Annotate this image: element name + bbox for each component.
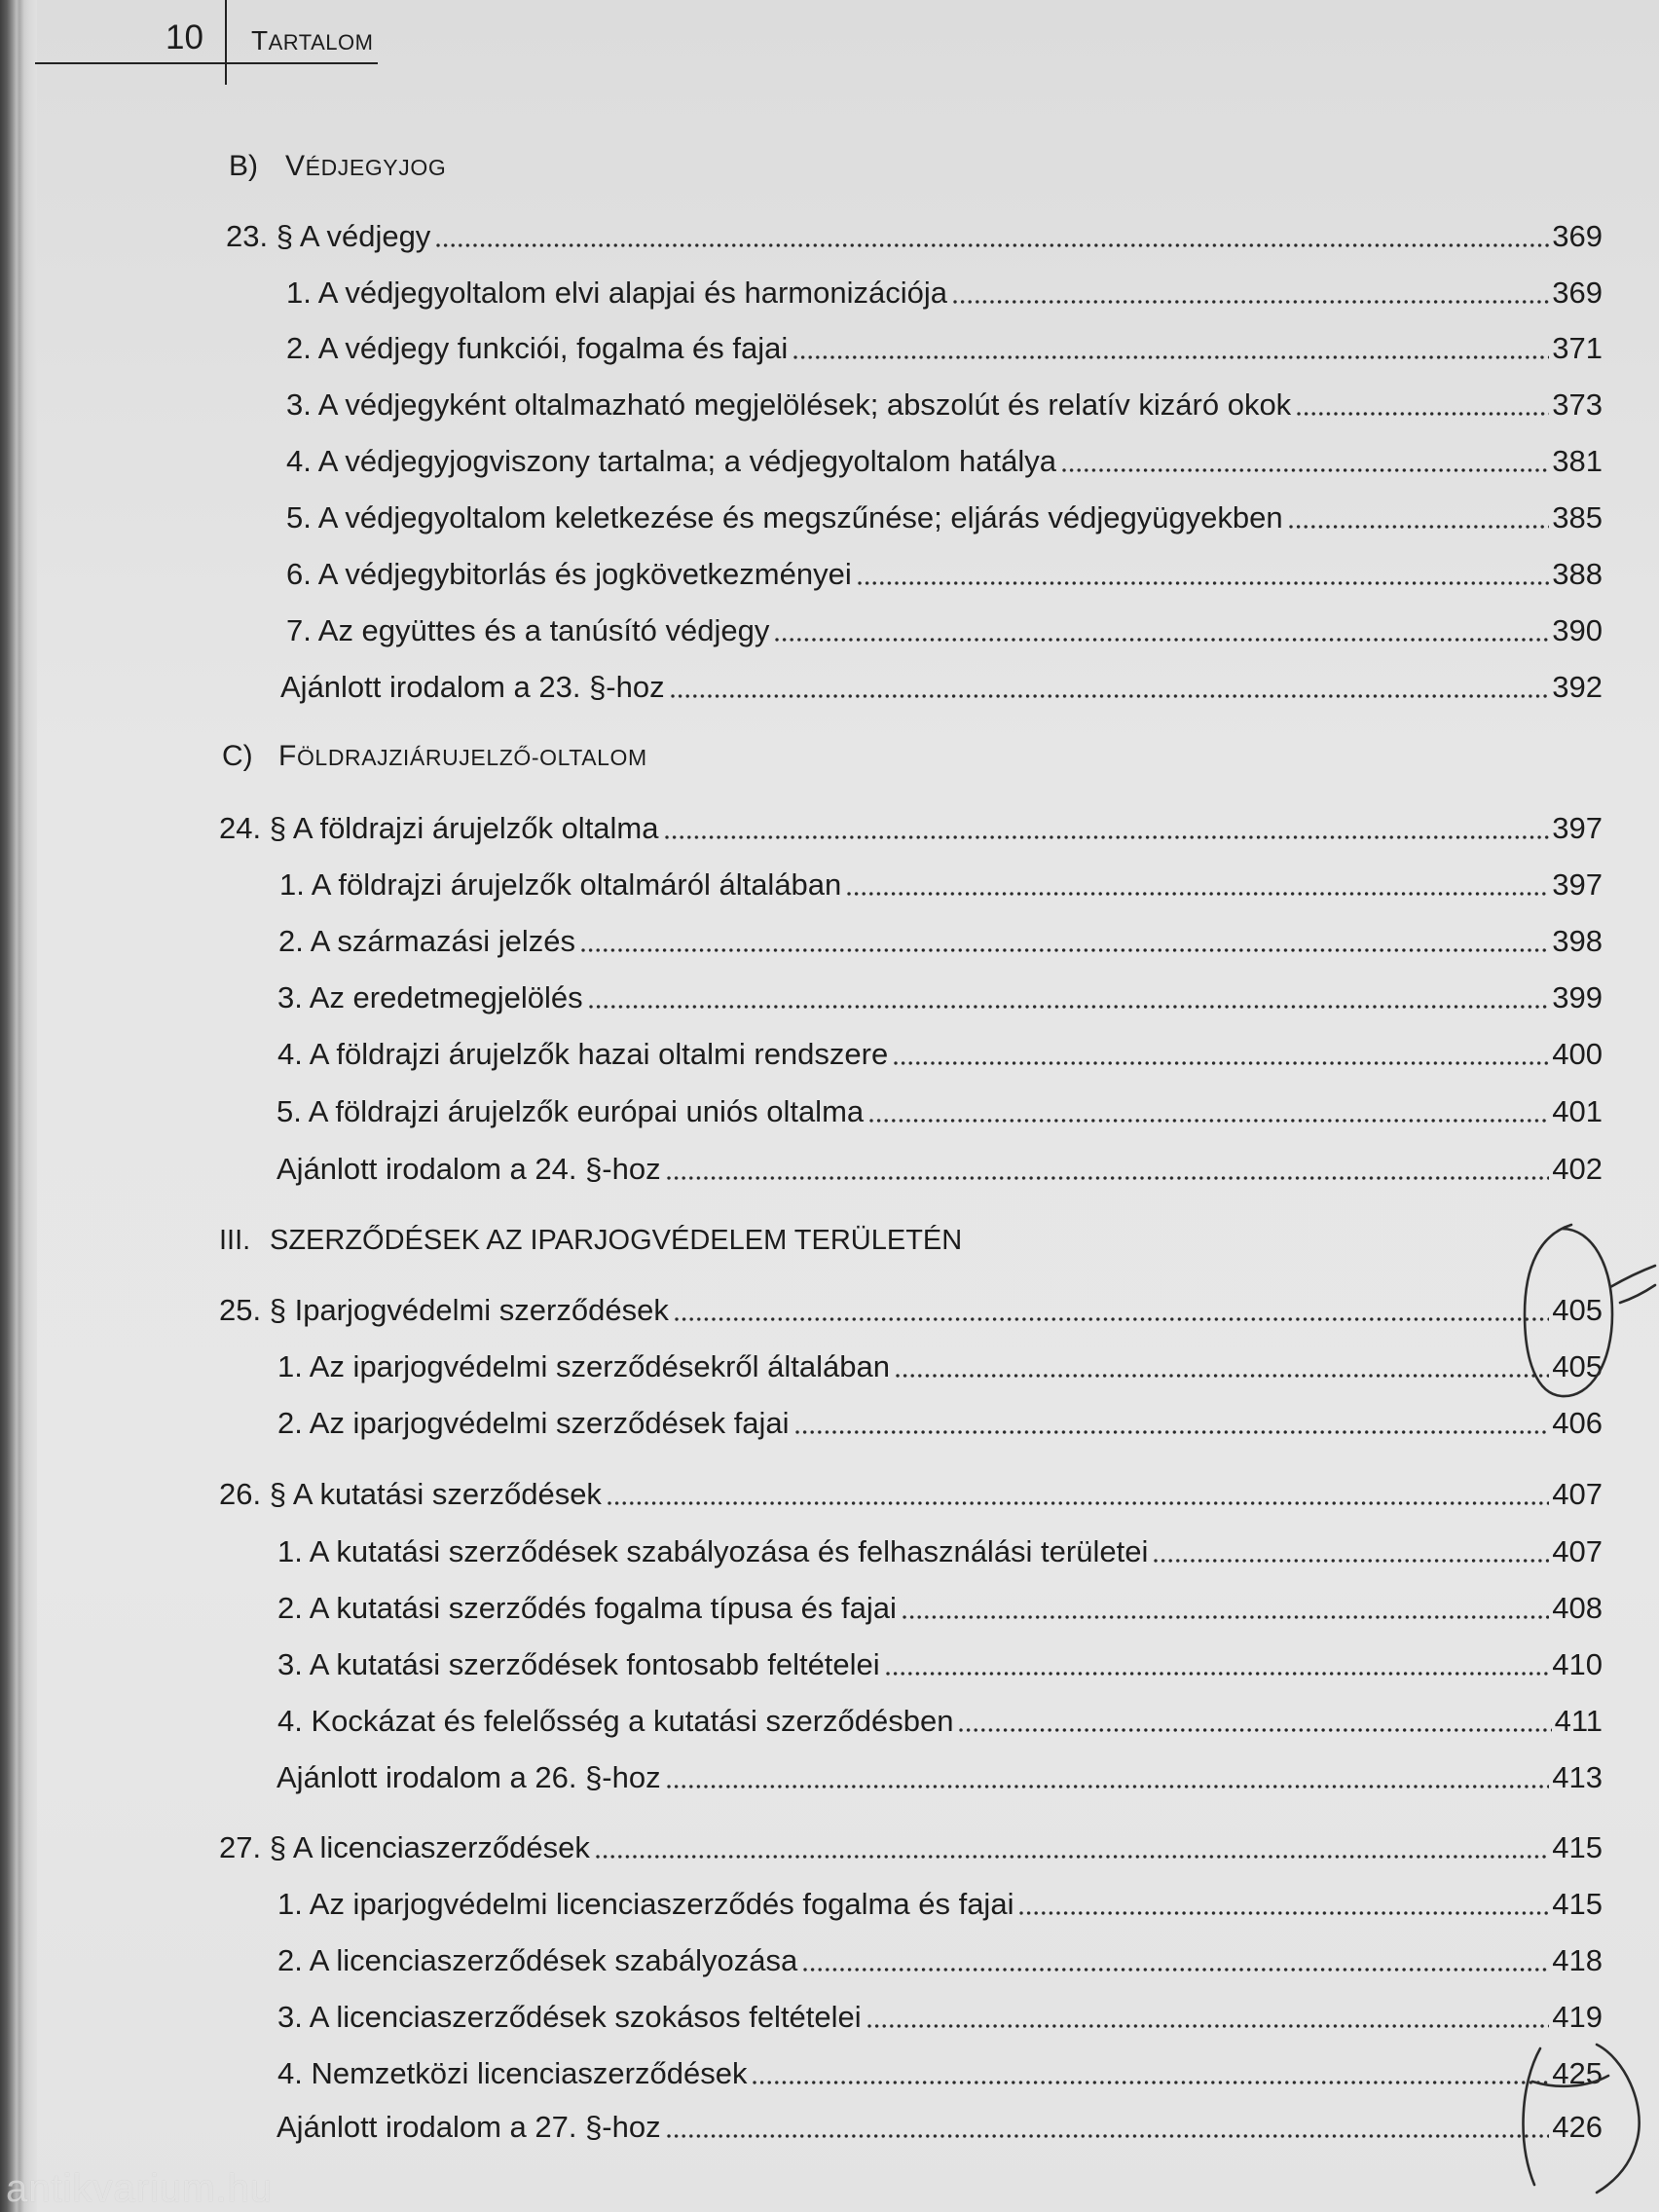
page-number: 406 — [1552, 1406, 1603, 1440]
toc-section-entry — [277, 970, 1603, 1026]
entry-title: A védjegybitorlás és jogkövetkezményei — [317, 557, 852, 591]
pen-hook-mark — [1620, 1285, 1655, 1303]
entry-title: A védjegyoltalom keletkezése és megszűnése; eljárás védjegyügyekben — [317, 500, 1283, 535]
page-number: 390 — [1552, 613, 1603, 647]
toc-section-entry — [277, 1580, 1603, 1637]
entry-label — [219, 800, 659, 857]
entry-number: 6. — [286, 557, 312, 591]
entry-title: A védjegyoltalom elvi alapjai és harmonizációja — [317, 276, 947, 310]
running-title: TARTALOM — [251, 25, 374, 55]
dot-leader — [667, 2134, 1550, 2138]
dot-leader — [665, 835, 1550, 839]
entry-title: A licenciaszerződések szokásos feltételei — [309, 2000, 862, 2034]
entry-number: 4. — [277, 2056, 303, 2090]
header-vertical-rule — [225, 0, 227, 85]
dot-leader — [775, 638, 1549, 642]
entry-number: 24. — [219, 811, 262, 845]
dot-leader — [793, 355, 1549, 359]
entry-title: Az együttes és a tanúsító védjegy — [317, 613, 770, 647]
page-number: 410 — [1552, 1647, 1603, 1681]
entry-label — [277, 970, 583, 1026]
entry-number: 3. — [277, 980, 303, 1014]
pen-tail-mark — [1610, 1266, 1655, 1287]
page-number: 413 — [1552, 1760, 1603, 1794]
entry-number: 5. — [286, 500, 312, 535]
watermark: antikvarium.hu — [6, 2167, 274, 2210]
part-title: SZERZŐDÉSEK AZ IPARJOGVÉDELEM TERÜLETÉN — [270, 1225, 963, 1256]
page-number: 418 — [1552, 1943, 1603, 1977]
entry-number: 1. — [277, 1887, 303, 1921]
part-label: C) — [222, 740, 253, 772]
toc-section-entry — [286, 490, 1603, 546]
entry-title: Ajánlott irodalom a 26. §-hoz — [276, 1760, 661, 1794]
entry-label — [277, 1876, 1014, 1933]
entry-number: 1. — [286, 276, 312, 310]
page-number: 371 — [1552, 331, 1603, 365]
entry-title: § A licenciaszerződések — [269, 1830, 590, 1864]
part-label: III. — [219, 1225, 251, 1256]
entry-label — [277, 1989, 862, 2046]
entry-label — [277, 1693, 953, 1750]
entry-label — [279, 857, 841, 913]
entry-label — [277, 1933, 797, 1989]
entry-label — [277, 2046, 747, 2102]
dot-leader — [581, 948, 1549, 952]
entry-label — [286, 490, 1283, 546]
dot-leader — [671, 694, 1550, 698]
entry-number: 4. — [277, 1037, 303, 1071]
page-number: 415 — [1552, 1830, 1603, 1864]
entry-title: A licenciaszerződések szabályozása — [309, 1943, 798, 1977]
entry-number: 1. — [277, 1534, 303, 1568]
toc-section-entry — [277, 1339, 1603, 1395]
toc-section-entry — [286, 546, 1603, 603]
entry-number: 3. — [286, 387, 312, 422]
page-number: 388 — [1552, 557, 1603, 591]
dot-leader — [953, 300, 1549, 304]
toc-reading-entry — [276, 1750, 1603, 1806]
entry-title: § Iparjogvédelmi szerződések — [269, 1293, 669, 1327]
toc-part-heading — [222, 728, 647, 785]
entry-title: A földrajzi árujelzők hazai oltalmi rendszere — [309, 1037, 889, 1071]
entry-label — [219, 1282, 669, 1339]
entry-number: 25. — [219, 1293, 262, 1327]
dot-leader — [894, 1061, 1549, 1065]
page-binding-edge — [0, 0, 37, 2212]
pen-bracket-right-mark — [1597, 2045, 1640, 2193]
page-number: 397 — [1552, 867, 1603, 902]
part-label: B) — [229, 150, 258, 182]
dot-leader — [589, 1005, 1550, 1009]
page-number: 408 — [1552, 1591, 1603, 1625]
entry-title: Az eredetmegjelölés — [309, 980, 583, 1014]
toc-part-heading — [219, 1212, 962, 1269]
entry-title: A kutatási szerződések szabályozása és felhasználási területei — [309, 1534, 1149, 1568]
toc-section-entry — [277, 1876, 1603, 1933]
dot-leader — [1019, 1911, 1549, 1915]
toc-section-entry — [286, 265, 1603, 321]
toc-chapter-entry — [219, 1820, 1603, 1876]
entry-title: Ajánlott irodalom a 27. §-hoz — [276, 2110, 661, 2144]
entry-title: Az iparjogvédelmi szerződésekről általában — [309, 1349, 890, 1383]
entry-title: A védjegy funkciói, fogalma és fajai — [317, 331, 789, 365]
toc-section-entry — [286, 320, 1603, 377]
page-number: 426 — [1552, 2110, 1603, 2144]
page-number: 385 — [1552, 500, 1603, 535]
dot-leader — [667, 1785, 1550, 1788]
part-title: FÖLDRAJZIÁRUJELZŐ-OLTALOM — [278, 740, 647, 772]
page-number: 419 — [1552, 2000, 1603, 2034]
dot-leader — [1297, 412, 1549, 416]
page-number: 397 — [1552, 811, 1603, 845]
entry-label — [277, 1524, 1148, 1580]
entry-title: Kockázat és felelősség a kutatási szerződésben — [311, 1704, 954, 1738]
dot-leader — [896, 1374, 1549, 1378]
dot-leader — [1289, 525, 1550, 529]
toc-section-entry — [286, 433, 1603, 490]
dot-leader — [869, 1119, 1549, 1123]
entry-label — [277, 1580, 897, 1637]
dot-leader — [608, 1501, 1549, 1505]
entry-number: 2. — [277, 1591, 303, 1625]
header-horizontal-rule — [35, 62, 378, 64]
page-number: 405 — [1552, 1349, 1603, 1383]
entry-label — [277, 1637, 880, 1693]
entry-title: A származási jelzés — [310, 924, 575, 958]
dot-leader — [436, 243, 1549, 247]
entry-label — [277, 1026, 888, 1083]
entry-number: 7. — [286, 613, 312, 647]
entry-label — [286, 377, 1291, 433]
entry-number: 3. — [277, 2000, 303, 2034]
dot-leader — [867, 2024, 1550, 2028]
entry-title: Az iparjogvédelmi licenciaszerződés fogalma és fajai — [309, 1887, 1014, 1921]
toc-section-entry — [286, 377, 1603, 433]
entry-title: A védjegyjogviszony tartalma; a védjegyoltalom hatálya — [317, 444, 1056, 478]
entry-title: § A földrajzi árujelzők oltalma — [269, 811, 659, 845]
page-number: 402 — [1552, 1152, 1603, 1186]
page-number: 405 — [1552, 1293, 1603, 1327]
page-number: 401 — [1552, 1094, 1603, 1128]
entry-title: Az iparjogvédelmi szerződések fajai — [309, 1406, 790, 1440]
toc-reading-entry — [280, 659, 1603, 716]
page-number-header: 10 — [166, 18, 203, 56]
entry-label — [286, 546, 852, 603]
page-number: 411 — [1554, 1704, 1603, 1738]
entry-number: 2. — [286, 331, 312, 365]
entry-title: A védjegyként oltalmazható megjelölések; abszolút és relatív kizáró okok — [317, 387, 1292, 422]
toc-section-entry — [277, 2046, 1603, 2102]
entry-label — [276, 1084, 864, 1140]
part-title: VÉDJEGYJOG — [285, 150, 447, 182]
dot-leader — [803, 1968, 1549, 1972]
dot-leader — [886, 1672, 1550, 1676]
entry-label — [277, 1339, 890, 1395]
dot-leader — [795, 1430, 1550, 1434]
entry-label — [219, 1466, 602, 1523]
entry-title: § A kutatási szerződések — [269, 1477, 602, 1511]
entry-number: 5. — [276, 1094, 302, 1128]
entry-number: 23. — [226, 219, 269, 253]
entry-number: 27. — [219, 1830, 262, 1864]
entry-title: Ajánlott irodalom a 24. §-hoz — [276, 1152, 661, 1186]
dot-leader — [596, 1855, 1549, 1859]
toc-section-entry — [279, 857, 1603, 913]
entry-number: 1. — [277, 1349, 303, 1383]
dot-leader — [667, 1176, 1550, 1180]
toc-section-entry — [277, 1026, 1603, 1083]
toc-reading-entry — [276, 1141, 1603, 1198]
entry-title: A földrajzi árujelzők oltalmáról általában — [311, 867, 842, 902]
toc-chapter-entry — [219, 1282, 1603, 1339]
entry-title: Nemzetközi licenciaszerződések — [311, 2056, 748, 2090]
page-number: 373 — [1552, 387, 1603, 422]
entry-label — [219, 1820, 590, 1876]
toc-section-entry — [277, 1989, 1603, 2046]
page-number: 407 — [1552, 1534, 1603, 1568]
toc-section-entry — [277, 1693, 1603, 1750]
entry-title: A kutatási szerződés fogalma típusa és fajai — [309, 1591, 897, 1625]
entry-label — [277, 1395, 790, 1452]
dot-leader — [753, 2081, 1549, 2084]
toc-chapter-entry — [219, 1466, 1603, 1523]
toc-section-entry — [277, 1637, 1603, 1693]
toc-chapter-entry — [226, 208, 1603, 265]
toc-chapter-entry — [219, 800, 1603, 857]
dot-leader — [959, 1728, 1551, 1732]
toc-section-entry — [277, 1395, 1603, 1452]
entry-label — [286, 433, 1056, 490]
toc-section-entry — [278, 913, 1603, 970]
toc-section-entry — [286, 603, 1603, 659]
page-number: 381 — [1552, 444, 1603, 478]
entry-number: 4. — [277, 1704, 303, 1738]
entry-number: 1. — [279, 867, 305, 902]
dot-leader — [1062, 468, 1549, 472]
entry-number: 4. — [286, 444, 312, 478]
toc-reading-entry — [276, 2099, 1603, 2156]
dot-leader — [1154, 1559, 1549, 1563]
entry-number: 2. — [277, 1943, 303, 1977]
entry-title: A földrajzi árujelzők európai uniós oltalma — [308, 1094, 865, 1128]
toc-section-entry — [277, 1524, 1603, 1580]
page-number: 398 — [1552, 924, 1603, 958]
dot-leader — [903, 1615, 1549, 1619]
page-number: 369 — [1552, 276, 1603, 310]
page-number: 392 — [1552, 670, 1603, 704]
entry-label — [286, 320, 788, 377]
entry-label — [226, 208, 430, 265]
entry-label — [286, 265, 947, 321]
page-number: 399 — [1552, 980, 1603, 1014]
dot-leader — [675, 1317, 1549, 1321]
entry-number: 2. — [277, 1406, 303, 1440]
page-number: 407 — [1552, 1477, 1603, 1511]
entry-label — [278, 913, 575, 970]
entry-label — [286, 603, 769, 659]
toc-part-heading — [229, 138, 446, 195]
toc-section-entry — [277, 1933, 1603, 1989]
page-number: 425 — [1552, 2056, 1603, 2090]
entry-title: § A védjegy — [276, 219, 431, 253]
dot-leader — [847, 892, 1549, 896]
entry-number: 26. — [219, 1477, 262, 1511]
entry-title: A kutatási szerződések fontosabb feltételei — [309, 1647, 880, 1681]
page-number: 400 — [1552, 1037, 1603, 1071]
dot-leader — [858, 581, 1550, 585]
toc-section-entry — [276, 1084, 1603, 1140]
page-number: 369 — [1552, 219, 1603, 253]
entry-title: Ajánlott irodalom a 23. §-hoz — [280, 670, 665, 704]
entry-number: 2. — [278, 924, 304, 958]
entry-number: 3. — [277, 1647, 303, 1681]
page-number: 415 — [1552, 1887, 1603, 1921]
